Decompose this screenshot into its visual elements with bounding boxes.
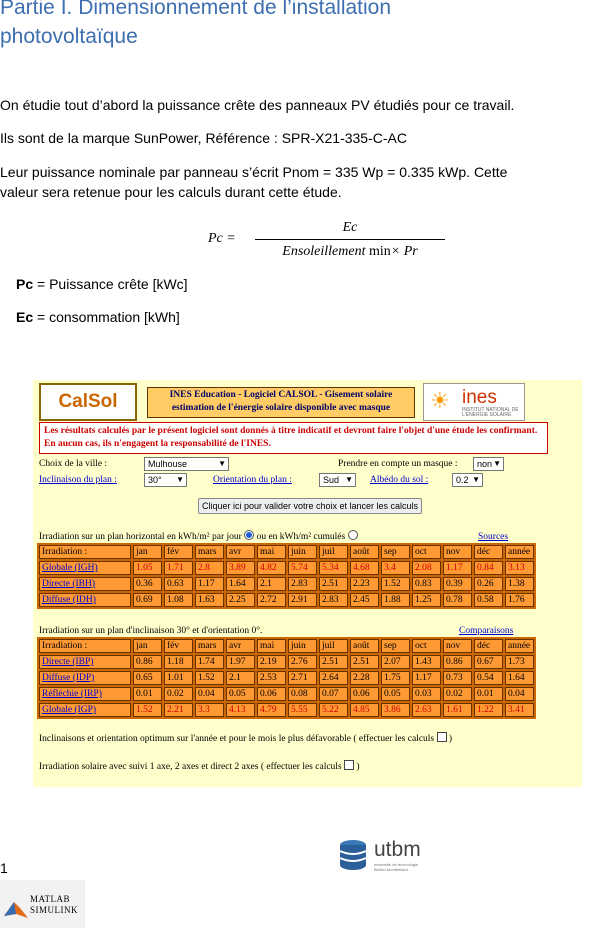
- table-cell: 2.63: [412, 703, 441, 717]
- header-cell-month: oct: [412, 639, 441, 653]
- table-cell: 1.52: [195, 671, 224, 685]
- cumulative-caption-text: ou en kWh/m² cumulés: [256, 532, 346, 542]
- table-cell: 1.61: [443, 703, 472, 717]
- table-cell: 1.08: [164, 593, 193, 607]
- header-cell-month: jan: [133, 545, 162, 559]
- definition-pc-text: = Puissance crête [kWc]: [33, 276, 188, 292]
- table-cell: 0.58: [474, 593, 503, 607]
- mask-select[interactable]: [473, 457, 504, 471]
- header-cell-month: avr: [226, 639, 255, 653]
- table-cell: 2.28: [350, 671, 379, 685]
- table-cell: 1.17: [443, 561, 472, 575]
- table-cell: 0.03: [412, 687, 441, 701]
- table-cell: 2.19: [257, 655, 286, 669]
- header-cell-month: nov: [443, 545, 472, 559]
- tracking-checkbox[interactable]: [344, 760, 354, 770]
- table-cell: 0.04: [195, 687, 224, 701]
- table-cell: 1.74: [195, 655, 224, 669]
- table-cell: 3.41: [505, 703, 534, 717]
- definition-pc: [16, 275, 188, 293]
- definition-pc-symbol: Pc: [16, 276, 34, 292]
- table-cell: 0.63: [164, 577, 193, 591]
- section-title: [0, 0, 610, 51]
- paragraph-power: [0, 162, 612, 202]
- mask-label: Prendre en compte un masque :: [338, 459, 458, 469]
- optimum-text: Inclinaisons et orientation optimum sur l'année et pour le mois le plus défavorable ( effectuer les calculs: [39, 734, 435, 744]
- table-cell: 2.8: [195, 561, 224, 575]
- orientation-select[interactable]: [319, 473, 356, 487]
- optimum-line: [39, 732, 452, 746]
- table-cell: 0.65: [133, 671, 162, 685]
- page-number: 1: [0, 860, 8, 876]
- paragraph-intro: On étudie tout d’abord la puissance crête des panneaux PV étudiés pour ce travail.: [0, 97, 515, 113]
- formula-fraction: [255, 219, 445, 261]
- row-label-link[interactable]: Globale (IGP): [39, 703, 131, 717]
- table-row: [39, 561, 534, 575]
- table-cell: 4.82: [257, 561, 286, 575]
- peak-power-formula: [208, 219, 448, 263]
- table-cell: 2.25: [226, 593, 255, 607]
- table-cell: 0.86: [133, 655, 162, 669]
- table-cell: 0.06: [350, 687, 379, 701]
- table-cell: 0.78: [443, 593, 472, 607]
- table-cell: 1.52: [381, 577, 410, 591]
- inclination-select[interactable]: [144, 473, 187, 487]
- calsol-panel: [33, 380, 582, 787]
- disclaimer-box: Les résultats calculés par le présent logiciel sont donnés à titre indicatif et devront faire l'objet d'une étude les confirmant. En aucun cas, ils n'engagent la responsabilité de l'INES.: [39, 422, 548, 454]
- table-cell: 0.84: [474, 561, 503, 575]
- table-cell: 2.21: [164, 703, 193, 717]
- header-cell-month: août: [350, 545, 379, 559]
- utbm-logo-subtitle: université de technologie Belfort-Montbéliard: [374, 862, 419, 872]
- table-cell: 2.71: [288, 671, 317, 685]
- utbm-logo-text: utbm: [374, 838, 421, 861]
- title-line-2: photovoltaïque: [0, 25, 138, 48]
- table-cell: 2.08: [412, 561, 441, 575]
- inclination-link[interactable]: Inclinaison du plan :: [39, 475, 117, 485]
- table-row: [39, 671, 534, 685]
- horizontal-caption: [39, 530, 358, 544]
- orientation-link[interactable]: Orientation du plan :: [213, 475, 292, 485]
- definition-ec: [16, 308, 180, 326]
- table-cell: 0.07: [319, 687, 348, 701]
- table-cell: 0.06: [257, 687, 286, 701]
- table-cell: 2.64: [319, 671, 348, 685]
- formula-den-b: min: [365, 244, 391, 259]
- table-cell: 2.51: [319, 655, 348, 669]
- table-cell: 0.02: [164, 687, 193, 701]
- table-cell: 5.55: [288, 703, 317, 717]
- table-cell: 1.64: [226, 577, 255, 591]
- table-cell: 1.01: [164, 671, 193, 685]
- table-cell: 1.43: [412, 655, 441, 669]
- header-cell-month: mai: [257, 639, 286, 653]
- row-label-link[interactable]: Directe (IBP): [39, 655, 131, 669]
- table-cell: 2.23: [350, 577, 379, 591]
- optimum-checkbox[interactable]: [437, 732, 447, 742]
- table-cell: 1.97: [226, 655, 255, 669]
- row-label-link[interactable]: Diffuse (IDP): [39, 671, 131, 685]
- albedo-select[interactable]: [452, 473, 483, 487]
- header-cell-month: mai: [257, 545, 286, 559]
- table-row: [39, 687, 534, 701]
- table-cell: 0.83: [412, 577, 441, 591]
- paragraph-brand: Ils sont de la marque SunPower, Référence : SPR-X21-335-C-AC: [0, 130, 407, 146]
- header-cell-month: sep: [381, 639, 410, 653]
- paragraph-power-line-2: valeur sera retenue pour les calculs durant cette étude.: [0, 184, 342, 200]
- chevron-down-icon: ▼: [493, 459, 501, 468]
- run-calculation-button[interactable]: Cliquer ici pour valider votre choix et lancer les calculs: [198, 498, 422, 514]
- fraction-bar: [255, 239, 445, 240]
- paragraph-power-line-1: Leur puissance nominale par panneau s’écrit Pnom = 335 Wp = 0.335 kWp. Cette: [0, 164, 508, 180]
- chevron-down-icon: ▼: [472, 475, 480, 484]
- table-cell: 0.69: [133, 593, 162, 607]
- sun-icon: ☀: [430, 388, 450, 413]
- table-cell: 2.07: [381, 655, 410, 669]
- table-cell: 1.18: [164, 655, 193, 669]
- inclined-irradiation-table: [37, 637, 536, 719]
- header-cell-month: mars: [195, 639, 224, 653]
- header-cell-month: fév: [164, 639, 193, 653]
- header-cell-month: oct: [412, 545, 441, 559]
- table-cell: 1.63: [195, 593, 224, 607]
- chevron-down-icon: ▼: [176, 475, 184, 484]
- table-cell: 3.4: [381, 561, 410, 575]
- table-cell: 2.83: [319, 593, 348, 607]
- chevron-down-icon: ▼: [345, 475, 353, 484]
- table-cell: 0.86: [443, 655, 472, 669]
- ines-logo-name: ines: [462, 387, 497, 408]
- table-cell: 2.1: [226, 671, 255, 685]
- table-header-row: [39, 545, 534, 559]
- table-cell: 1.17: [195, 577, 224, 591]
- comparaisons-link[interactable]: Comparaisons: [459, 626, 514, 636]
- table-cell: 4.79: [257, 703, 286, 717]
- table-cell: 2.76: [288, 655, 317, 669]
- header-cell-month: année: [505, 545, 534, 559]
- table-cell: 0.26: [474, 577, 503, 591]
- table-row: [39, 593, 534, 607]
- header-cell-month: juin: [288, 545, 317, 559]
- mask-select-value: non: [477, 459, 493, 469]
- table-cell: 1.64: [505, 671, 534, 685]
- table-cell: 0.05: [381, 687, 410, 701]
- calsol-logo-text: CalSol: [58, 391, 118, 412]
- header-cell-label: Irradiation :: [39, 639, 131, 653]
- table-cell: 1.75: [381, 671, 410, 685]
- table-cell: 2.72: [257, 593, 286, 607]
- header-cell-month: nov: [443, 639, 472, 653]
- table-cell: 1.52: [133, 703, 162, 717]
- table-cell: 3.13: [505, 561, 534, 575]
- tracking-text-end: ): [356, 762, 360, 772]
- chevron-down-icon: ▼: [218, 459, 226, 468]
- table-cell: 0.01: [474, 687, 503, 701]
- banner-line-2: estimation de l'énergie solaire disponible avec masque: [171, 403, 391, 413]
- table-cell: 0.36: [133, 577, 162, 591]
- sources-link[interactable]: Sources: [478, 532, 509, 542]
- table-cell: 4.68: [350, 561, 379, 575]
- inclination-select-value: 30°: [148, 475, 162, 485]
- table-cell: 5.74: [288, 561, 317, 575]
- table-cell: 1.25: [412, 593, 441, 607]
- title-line-1: Partie I. Dimensionnement de l’installation: [0, 0, 392, 19]
- header-cell-month: déc: [474, 639, 503, 653]
- row-label-link[interactable]: Globale (IGH): [39, 561, 131, 575]
- utbm-logo: [336, 838, 436, 874]
- simulink-text: SIMULINK: [30, 905, 78, 915]
- utbm-cylinder-icon: [336, 838, 370, 872]
- ines-logo: [423, 383, 525, 421]
- header-cell-month: jan: [133, 639, 162, 653]
- table-cell: 4.85: [350, 703, 379, 717]
- header-cell-label: Irradiation :: [39, 545, 131, 559]
- header-cell-month: année: [505, 639, 534, 653]
- table-cell: 0.04: [505, 687, 534, 701]
- definition-ec-symbol: Ec: [16, 309, 34, 325]
- row-label-link[interactable]: Directe (IBH): [39, 577, 131, 591]
- table-cell: 2.45: [350, 593, 379, 607]
- table-cell: 2.83: [288, 577, 317, 591]
- table-cell: 1.38: [505, 577, 534, 591]
- city-select-value: Mulhouse: [148, 459, 188, 469]
- header-cell-month: déc: [474, 545, 503, 559]
- table-cell: 1.88: [381, 593, 410, 607]
- albedo-select-value: 0.2: [456, 475, 469, 485]
- formula-den-a: Ensoleillement: [282, 244, 366, 259]
- matlab-simulink-logo: [0, 880, 85, 928]
- table-row: [39, 703, 534, 717]
- formula-lhs: Pc =: [208, 231, 236, 246]
- table-cell: 0.02: [443, 687, 472, 701]
- calsol-header: [39, 383, 556, 421]
- city-select[interactable]: [144, 457, 229, 471]
- ines-logo-tagline: INSTITUT NATIONAL DE L'ÉNERGIE SOLAIRE: [462, 407, 519, 418]
- table-cell: 1.73: [505, 655, 534, 669]
- table-cell: 1.22: [474, 703, 503, 717]
- table-cell: 0.08: [288, 687, 317, 701]
- table-cell: 2.51: [319, 577, 348, 591]
- orientation-select-value: Sud: [323, 475, 340, 485]
- tracking-text: Irradiation solaire avec suivi 1 axe, 2 axes et direct 2 axes ( effectuer les calculs: [39, 762, 342, 772]
- header-cell-month: sep: [381, 545, 410, 559]
- matlab-membrane-icon: [2, 894, 30, 922]
- table-cell: 2.51: [350, 655, 379, 669]
- header-cell-month: mars: [195, 545, 224, 559]
- optimum-text-end: ): [448, 734, 453, 744]
- table-cell: 1.05: [133, 561, 162, 575]
- inclined-caption: Irradiation sur un plan d'inclinaison 30° et d'orientation 0°.: [39, 626, 263, 636]
- table-cell: 0.67: [474, 655, 503, 669]
- table-cell: 5.22: [319, 703, 348, 717]
- albedo-link[interactable]: Albédo du sol :: [370, 475, 429, 485]
- banner-line-1: INES Education - Logiciel CALSOL - Gisement solaire: [169, 390, 393, 400]
- radio-cumulative[interactable]: [348, 530, 358, 540]
- table-cell: 5.34: [319, 561, 348, 575]
- table-cell: 0.05: [226, 687, 255, 701]
- table-header-row: [39, 639, 534, 653]
- table-cell: 0.01: [133, 687, 162, 701]
- calsol-banner: [147, 387, 415, 418]
- row-label-link[interactable]: Réfléchie (IRP): [39, 687, 131, 701]
- table-cell: 0.73: [443, 671, 472, 685]
- header-cell-month: août: [350, 639, 379, 653]
- table-row: [39, 655, 534, 669]
- table-cell: 0.54: [474, 671, 503, 685]
- horizontal-caption-text: Irradiation sur un plan horizontal en kWh/m² par jour: [39, 532, 242, 542]
- definition-ec-text: = consommation [kWh]: [33, 309, 180, 325]
- table-cell: 3.89: [226, 561, 255, 575]
- header-cell-month: fév: [164, 545, 193, 559]
- table-cell: 4.13: [226, 703, 255, 717]
- header-cell-month: juin: [288, 639, 317, 653]
- table-cell: 0.39: [443, 577, 472, 591]
- formula-numerator: Ec: [342, 220, 358, 235]
- horizontal-irradiation-table: [37, 543, 536, 609]
- table-cell: 1.17: [412, 671, 441, 685]
- header-cell-month: juil: [319, 639, 348, 653]
- tracking-line: [39, 760, 360, 774]
- formula-den-c: × Pr: [390, 244, 418, 259]
- table-cell: 2.1: [257, 577, 286, 591]
- calsol-logo: [39, 383, 137, 421]
- header-cell-month: avr: [226, 545, 255, 559]
- table-cell: 3.3: [195, 703, 224, 717]
- table-cell: 2.53: [257, 671, 286, 685]
- table-cell: 3.86: [381, 703, 410, 717]
- table-cell: 2.91: [288, 593, 317, 607]
- table-cell: 1.71: [164, 561, 193, 575]
- row-label-link[interactable]: Diffuse (IDH): [39, 593, 131, 607]
- city-label: Choix de la ville :: [39, 459, 108, 469]
- table-row: [39, 577, 534, 591]
- table-cell: 1.76: [505, 593, 534, 607]
- header-cell-month: juil: [319, 545, 348, 559]
- matlab-text: MATLAB: [30, 894, 71, 904]
- radio-per-day[interactable]: [244, 530, 254, 540]
- formula-denominator: [255, 243, 445, 261]
